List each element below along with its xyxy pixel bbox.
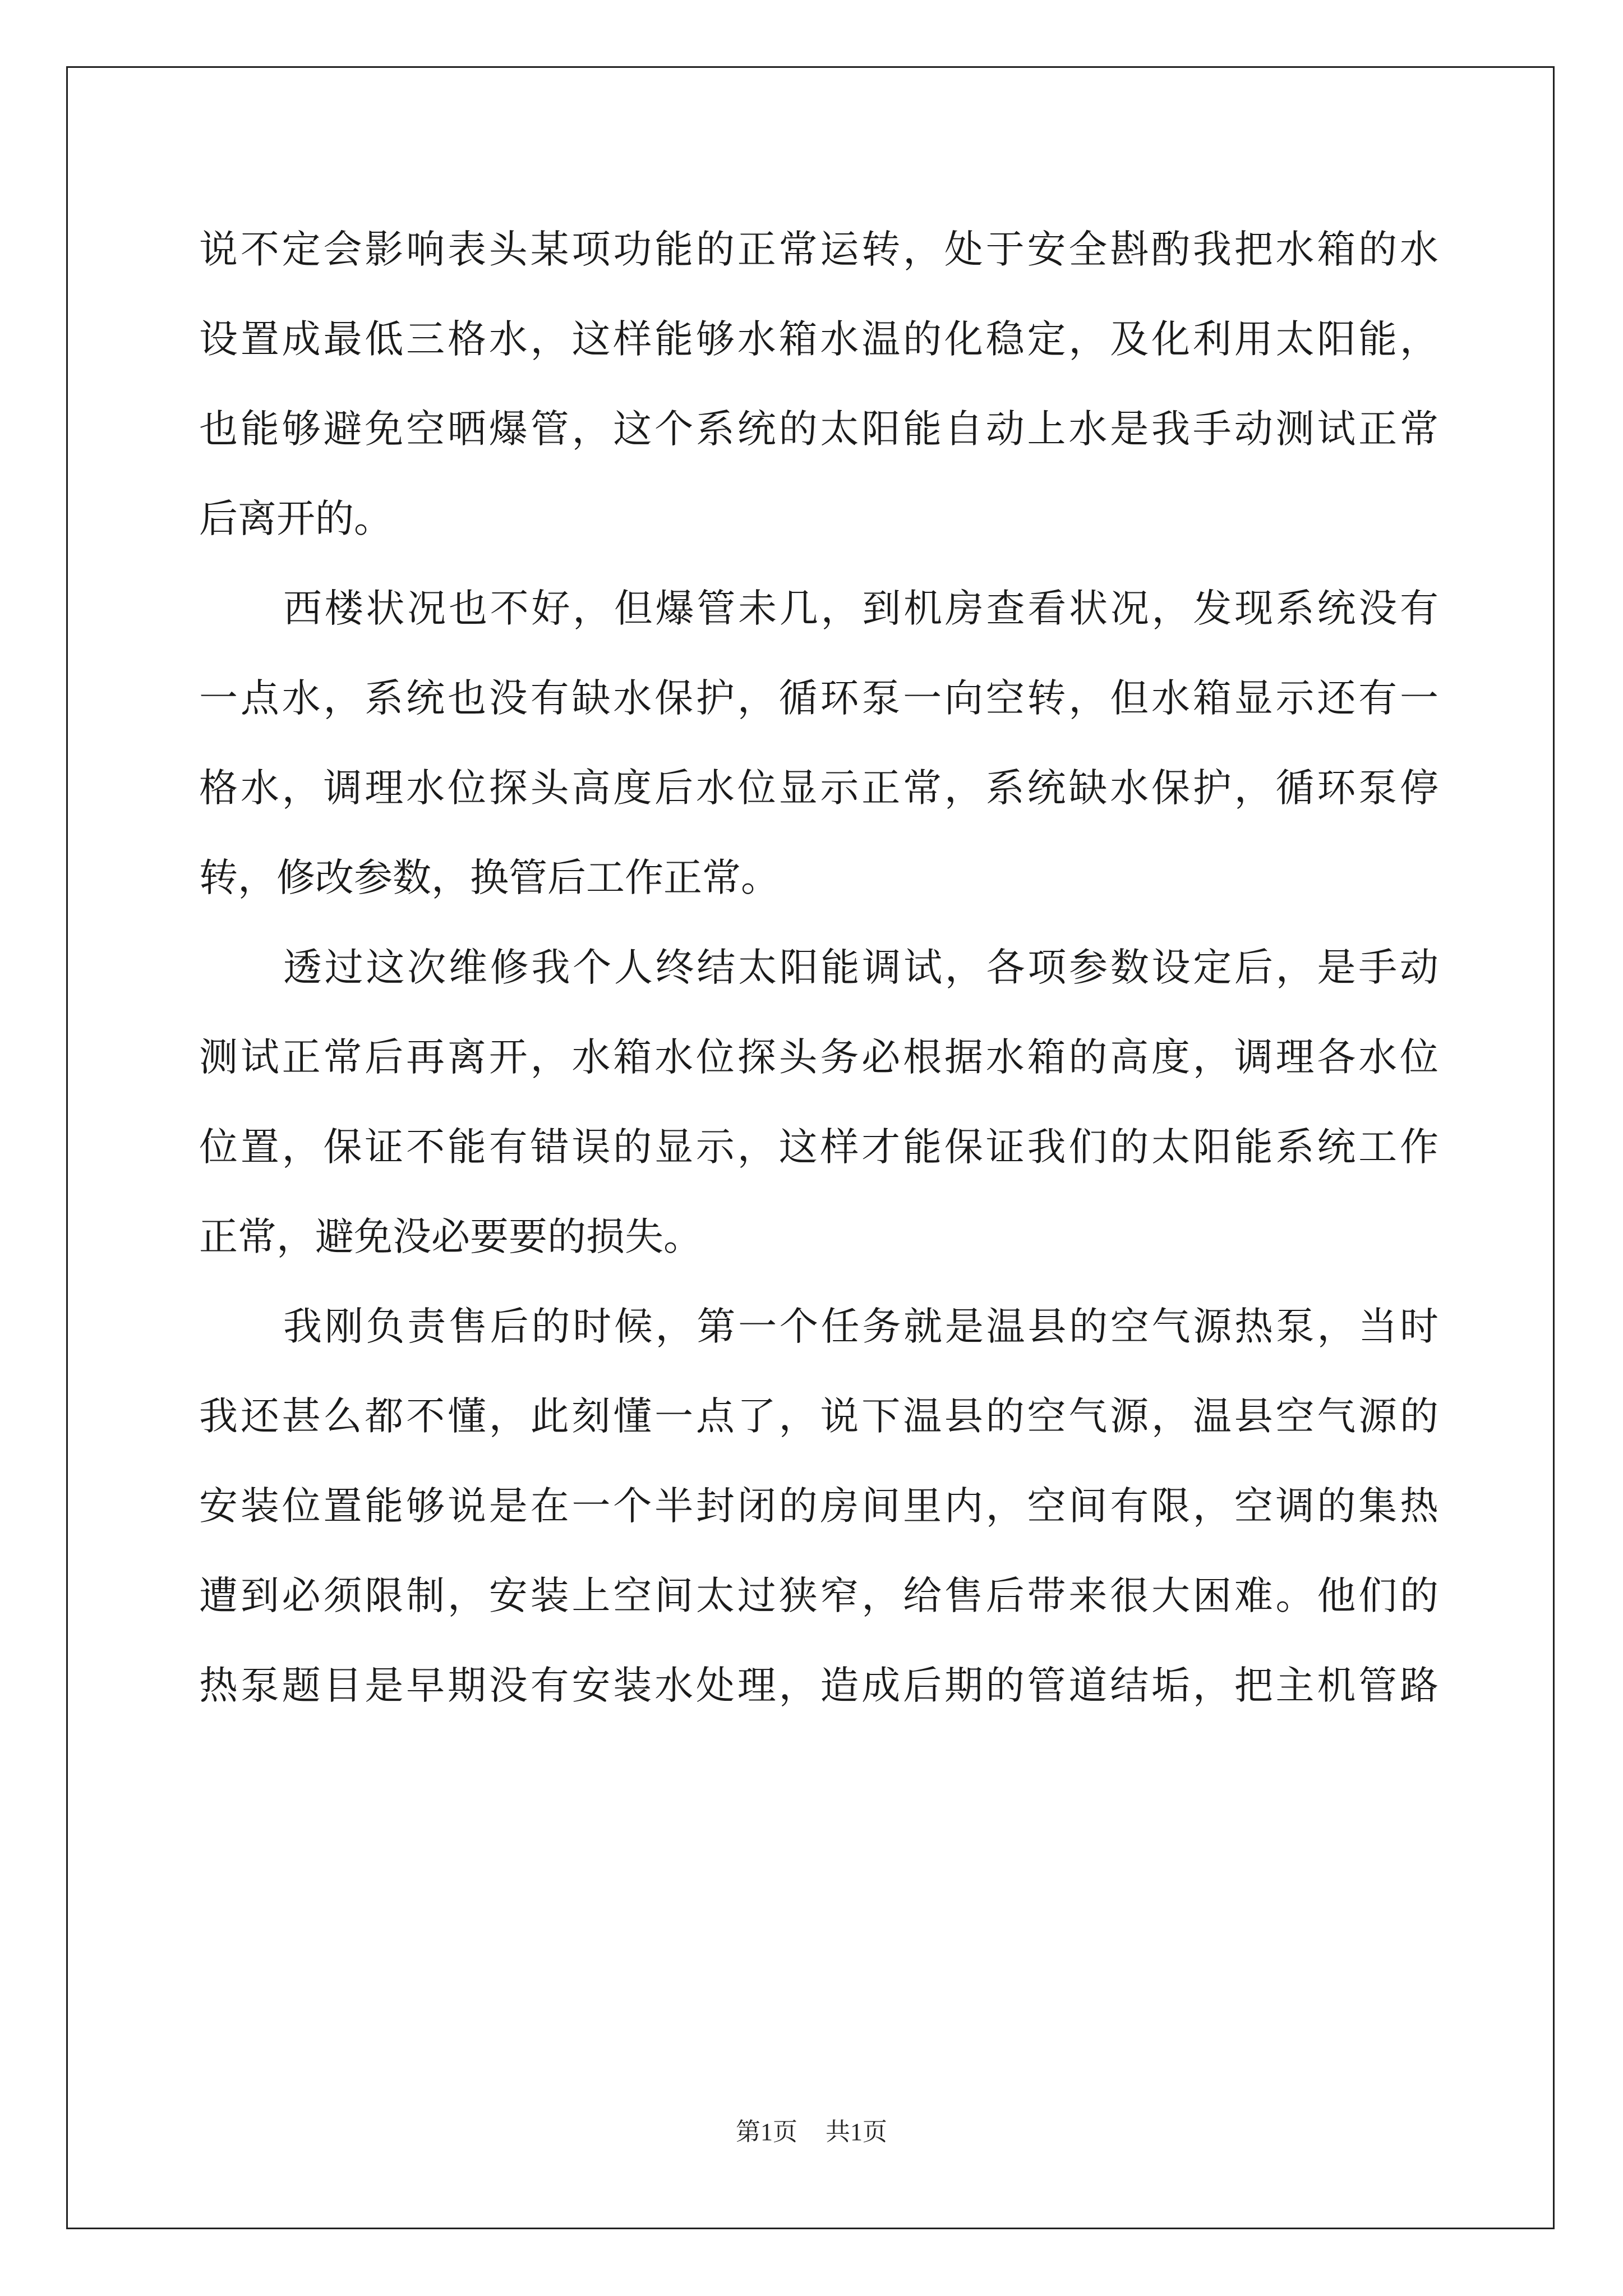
text-line: 设置成最低三格水，这样能够水箱水温的化稳定，及化利用太阳能， [199, 317, 1438, 362]
text-line: 我刚负责售后的时候，第一个任务就是温县的空气源热泵，当时 [283, 1304, 1438, 1349]
text-line: 西楼状况也不好，但爆管未几，到机房查看状况，发现系统没有 [283, 586, 1438, 631]
text-line: 正常，避免没必要要的损失。 [199, 1214, 702, 1259]
text-line: 也能够避免空晒爆管，这个系统的太阳能自动上水是我手动测试正常 [199, 407, 1438, 452]
text-line: 遭到必须限制，安装上空间太过狭窄，给售后带来很大困难。他们的 [199, 1573, 1438, 1618]
text-line: 位置，保证不能有错误的显示，这样才能保证我们的太阳能系统工作 [199, 1125, 1438, 1170]
text-line: 透过这次维修我个人终结太阳能调试，各项参数设定后，是手动 [283, 945, 1438, 990]
text-line: 热泵题目是早期没有安装水处理，造成后期的管道结垢，把主机管路 [199, 1663, 1438, 1708]
text-line: 格水，调理水位探头高度后水位显示正常，系统缺水保护，循环泵停 [199, 766, 1438, 811]
page-number: 第1页 [736, 2118, 797, 2146]
page-total: 共1页 [826, 2118, 887, 2146]
text-line: 后离开的。 [199, 496, 393, 541]
text-line: 安装位置能够说是在一个半封闭的房间里内，空间有限，空调的集热 [199, 1484, 1438, 1529]
text-line: 我还甚么都不懂，此刻懂一点了，说下温县的空气源，温县空气源的 [199, 1394, 1438, 1439]
text-line: 测试正常后再离开，水箱水位探头务必根据水箱的高度，调理各水位 [199, 1035, 1438, 1080]
text-line: 转，修改参数，换管后工作正常。 [199, 855, 780, 900]
text-line: 一点水，系统也没有缺水保护，循环泵一向空转，但水箱显示还有一 [199, 676, 1438, 721]
document-body [199, 205, 1438, 1731]
text-line: 说不定会影响表头某项功能的正常运转，处于安全斟酌我把水箱的水 [199, 227, 1438, 272]
page-footer [0, 2111, 1623, 2147]
